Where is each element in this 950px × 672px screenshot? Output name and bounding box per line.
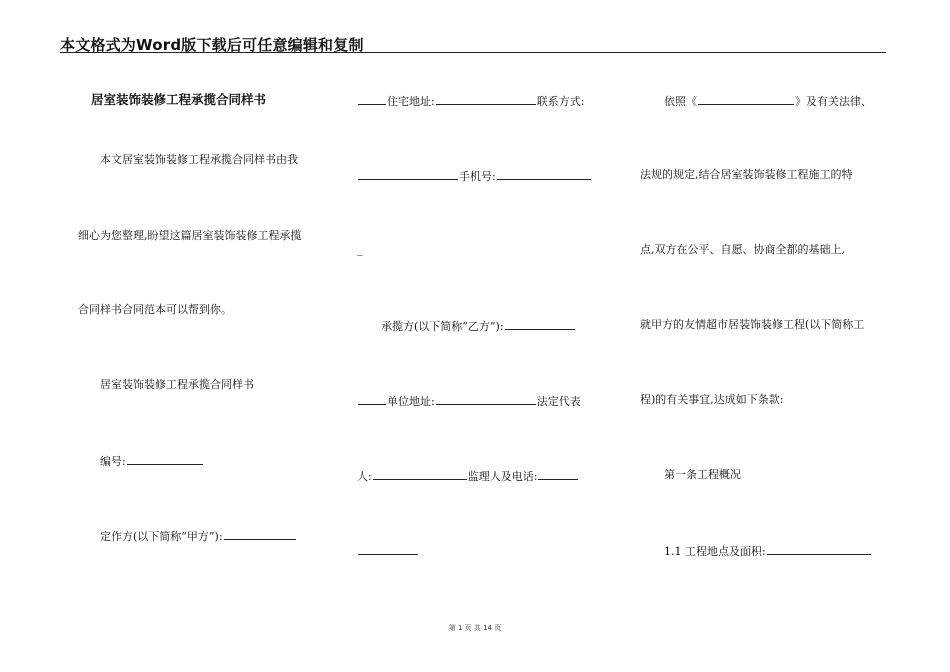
supervisor-continued-blank: [358, 543, 418, 555]
party-a-name-blank: [358, 93, 386, 105]
contract-number-label: 编号:: [100, 455, 126, 468]
basis-prefix: 依照《: [664, 95, 697, 108]
article-1-heading: 第一条工程概况: [664, 468, 741, 481]
column-2: [357, 0, 609, 672]
page-header-title: 本文格式为Word版下载后可任意编辑和复制: [60, 36, 364, 54]
basis-regulation-blank: [698, 93, 794, 105]
residence-address-label: 住宅地址:: [387, 95, 435, 108]
party-a-label: 定作方(以下简称“甲方”):: [100, 530, 223, 543]
item-1-1-blank: [767, 543, 871, 555]
legal-rep-label: 法定代表: [536, 395, 581, 408]
basis-line-3: 点,双方在公平、自愿、协商全都的基础上,: [640, 243, 845, 256]
party-b-row: [381, 318, 576, 334]
page-footer: 第 1 页 共 14 页: [448, 624, 502, 632]
party-a-row: [100, 528, 297, 544]
basis-line-2: 法规的规定,结合居室装饰装修工程施工的特: [640, 168, 853, 181]
party-b-blank: [505, 318, 575, 330]
supervisor-label: 监理人及电话:: [467, 470, 538, 483]
intro-line-3: 合同样书合同范本可以帮到你。: [78, 303, 232, 316]
unit-address-label: 单位地址:: [387, 395, 435, 408]
contact-blank: [358, 168, 458, 180]
intro-line-2: 细心为您整理,盼望这篇居室装饰装修工程承揽: [78, 229, 302, 242]
mobile-row: [357, 168, 592, 184]
basis-line-5: 程)的有关事宜,达成如下条款:: [640, 393, 784, 406]
legal-rep-blank: [373, 468, 467, 480]
legal-rep-tail: 人:: [357, 470, 372, 483]
item-1-1-row: [664, 543, 872, 559]
unit-address-row: [357, 393, 581, 409]
document-title: 居室装饰装修工程承揽合同样书: [91, 92, 267, 107]
contact-label: 联系方式:: [536, 95, 585, 108]
mobile-label: 手机号:: [459, 170, 496, 183]
column-1: [78, 0, 328, 672]
supervisor-continued-row: [357, 543, 419, 559]
residence-address-row: [357, 93, 584, 109]
supervisor-blank: [538, 468, 578, 480]
party-b-label: 承揽方(以下简称“乙方”):: [381, 320, 504, 333]
supervisor-row: [357, 468, 579, 484]
contract-number-row: [100, 453, 204, 469]
stray-mark: _: [357, 243, 363, 256]
intro-line-1: 本文居室装饰装修工程承揽合同样书由我: [100, 153, 298, 166]
contract-subtitle: 居室装饰装修工程承揽合同样书: [100, 378, 254, 391]
party-b-name-blank: [358, 393, 386, 405]
contract-number-blank: [127, 453, 203, 465]
item-1-1-label: 1.1 工程地点及面积:: [664, 545, 766, 558]
column-3: [640, 0, 890, 672]
residence-address-blank: [436, 93, 536, 105]
basis-row: [664, 93, 872, 109]
mobile-blank: [497, 168, 591, 180]
basis-suffix: 》及有关法律、: [795, 95, 872, 108]
unit-address-blank: [436, 393, 536, 405]
basis-line-4: 就甲方的友情超市居装饰装修工程(以下简称工: [640, 318, 865, 331]
party-a-blank: [224, 528, 296, 540]
